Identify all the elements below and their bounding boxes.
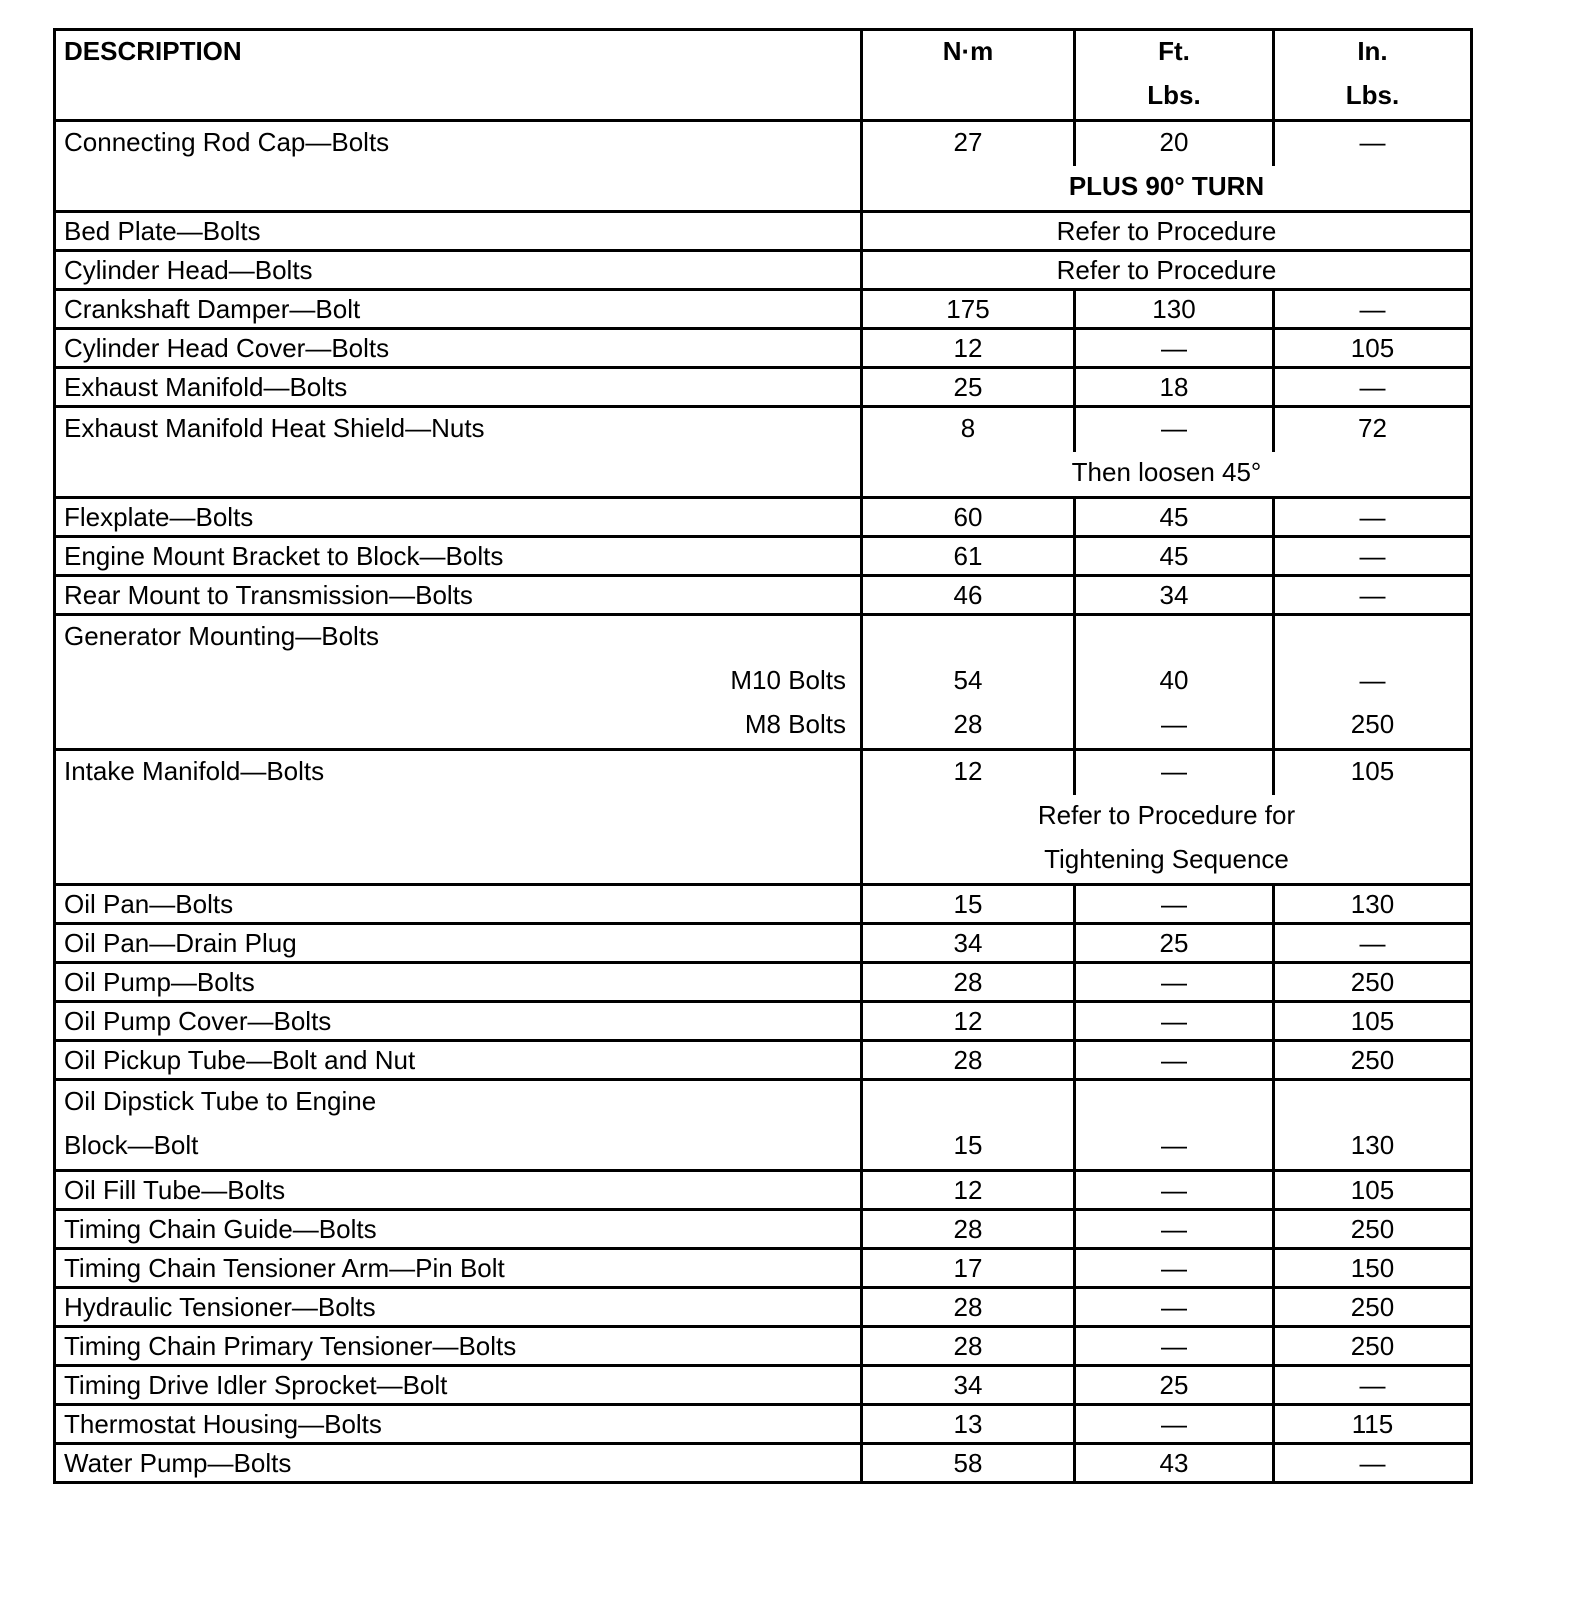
- row-description: Connecting Rod Cap—Bolts: [55, 121, 862, 212]
- row-description: Water Pump—Bolts: [55, 1444, 862, 1483]
- table-row: [55, 885, 1472, 924]
- row-in-lbs: 105: [1274, 1171, 1472, 1210]
- table-row: [55, 1210, 1472, 1249]
- row-in-lbs: —: [1274, 121, 1472, 167]
- row-ft-lbs: 130: [1075, 290, 1274, 329]
- table-row: [55, 1080, 1472, 1171]
- row-ft-lbs: —: [1075, 963, 1274, 1002]
- row-note: Then loosen 45°: [862, 452, 1472, 498]
- row-ft-lbs: 20: [1075, 121, 1274, 167]
- row-in-lbs: 250: [1274, 963, 1472, 1002]
- row-description: Flexplate—Bolts: [55, 498, 862, 537]
- row-nm: 28: [862, 1210, 1075, 1249]
- row-description: Oil Dipstick Tube to Engine Block—Bolt: [55, 1080, 862, 1171]
- row-nm: 58: [862, 1444, 1075, 1483]
- row-nm: 12: [862, 1171, 1075, 1210]
- row-in-lbs: 105: [1274, 1002, 1472, 1041]
- row-description: Hydraulic Tensioner—Bolts: [55, 1288, 862, 1327]
- table-row: [55, 212, 1472, 251]
- row-nm: 34: [862, 924, 1075, 963]
- row-nm: 12: [862, 329, 1075, 368]
- row-description: Intake Manifold—Bolts: [55, 750, 862, 885]
- row-ft-lbs: —: [1075, 1327, 1274, 1366]
- row-note: Refer to Procedure: [862, 212, 1472, 251]
- header-row: [55, 30, 1472, 121]
- row-in-lbs: —: [1274, 576, 1472, 615]
- row-ft-lbs: —: [1075, 1210, 1274, 1249]
- row-in-lbs: 130: [1274, 885, 1472, 924]
- row-nm: 28: [862, 1327, 1075, 1366]
- table-row: [55, 963, 1472, 1002]
- row-nm: 46: [862, 576, 1075, 615]
- row-in-lbs: —: [1274, 924, 1472, 963]
- row-ft-lbs: —: [1075, 407, 1274, 453]
- table-row: [55, 498, 1472, 537]
- row-in-lbs: —: [1274, 368, 1472, 407]
- row-ft-lbs: —: [1075, 1002, 1274, 1041]
- row-description: Oil Pickup Tube—Bolt and Nut: [55, 1041, 862, 1080]
- row-in-lbs: 250: [1274, 1041, 1472, 1080]
- row-description: Crankshaft Damper—Bolt: [55, 290, 862, 329]
- row-nm: 61: [862, 537, 1075, 576]
- row-nm: 17: [862, 1249, 1075, 1288]
- row-ft-lbs: —: [1075, 1249, 1274, 1288]
- row-description: Thermostat Housing—Bolts: [55, 1405, 862, 1444]
- row-ft-lbs: —: [1075, 1041, 1274, 1080]
- row-nm: 12: [862, 1002, 1075, 1041]
- torque-spec-table: [53, 28, 1473, 1484]
- row-description: Generator Mounting—Bolts M10 Bolts M8 Bolts: [55, 615, 862, 750]
- table-row: [55, 615, 1472, 750]
- row-description: Oil Pan—Bolts: [55, 885, 862, 924]
- table-row: [55, 1041, 1472, 1080]
- row-ft-lbs: 43: [1075, 1444, 1274, 1483]
- row-nm: 13: [862, 1405, 1075, 1444]
- header-in-lbs: In. Lbs.: [1274, 30, 1472, 121]
- row-description: Timing Chain Primary Tensioner—Bolts: [55, 1327, 862, 1366]
- row-ft-lbs: —: [1075, 1288, 1274, 1327]
- row-ft-lbs: 18: [1075, 368, 1274, 407]
- table-row: [55, 1405, 1472, 1444]
- table-row: [55, 329, 1472, 368]
- row-ft-lbs: 40 —: [1075, 615, 1274, 750]
- row-description: Oil Pump—Bolts: [55, 963, 862, 1002]
- table-row: [55, 121, 1472, 167]
- row-description: Engine Mount Bracket to Block—Bolts: [55, 537, 862, 576]
- row-ft-lbs: —: [1075, 329, 1274, 368]
- row-nm: 34: [862, 1366, 1075, 1405]
- row-nm: 15: [862, 885, 1075, 924]
- row-in-lbs: —: [1274, 290, 1472, 329]
- row-in-lbs: 72: [1274, 407, 1472, 453]
- row-ft-lbs: 45: [1075, 537, 1274, 576]
- row-description: Exhaust Manifold—Bolts: [55, 368, 862, 407]
- row-in-lbs: 130: [1274, 1080, 1472, 1171]
- table-row: [55, 407, 1472, 453]
- row-note: Refer to Procedure for Tightening Sequence: [862, 795, 1472, 885]
- row-note: PLUS 90° TURN: [862, 166, 1472, 212]
- row-nm: 12: [862, 750, 1075, 796]
- row-in-lbs: —: [1274, 498, 1472, 537]
- row-ft-lbs: —: [1075, 1080, 1274, 1171]
- row-ft-lbs: —: [1075, 1405, 1274, 1444]
- row-description: Bed Plate—Bolts: [55, 212, 862, 251]
- row-in-lbs: — 250: [1274, 615, 1472, 750]
- row-ft-lbs: 25: [1075, 1366, 1274, 1405]
- row-nm: 8: [862, 407, 1075, 453]
- row-nm: 54 28: [862, 615, 1075, 750]
- header-nm: N·m: [862, 30, 1075, 121]
- row-in-lbs: 105: [1274, 750, 1472, 796]
- row-nm: 28: [862, 963, 1075, 1002]
- row-in-lbs: 105: [1274, 329, 1472, 368]
- row-ft-lbs: —: [1075, 885, 1274, 924]
- table-row: [55, 251, 1472, 290]
- row-in-lbs: —: [1274, 1366, 1472, 1405]
- row-description: Timing Chain Guide—Bolts: [55, 1210, 862, 1249]
- table-row: [55, 1249, 1472, 1288]
- row-description: Oil Pan—Drain Plug: [55, 924, 862, 963]
- row-ft-lbs: —: [1075, 750, 1274, 796]
- row-nm: 28: [862, 1288, 1075, 1327]
- table-row: [55, 1366, 1472, 1405]
- row-note: Refer to Procedure: [862, 251, 1472, 290]
- row-in-lbs: 115: [1274, 1405, 1472, 1444]
- row-nm: 15: [862, 1080, 1075, 1171]
- table-row: [55, 1171, 1472, 1210]
- row-nm: 27: [862, 121, 1075, 167]
- row-nm: 28: [862, 1041, 1075, 1080]
- row-in-lbs: 250: [1274, 1288, 1472, 1327]
- row-description: Cylinder Head—Bolts: [55, 251, 862, 290]
- row-nm: 60: [862, 498, 1075, 537]
- row-description: Timing Chain Tensioner Arm—Pin Bolt: [55, 1249, 862, 1288]
- table-row: [55, 750, 1472, 796]
- table-row: [55, 924, 1472, 963]
- row-ft-lbs: 25: [1075, 924, 1274, 963]
- table-row: [55, 1327, 1472, 1366]
- row-in-lbs: 250: [1274, 1327, 1472, 1366]
- table-row: [55, 576, 1472, 615]
- row-in-lbs: —: [1274, 537, 1472, 576]
- table-row: [55, 290, 1472, 329]
- table-row: [55, 1002, 1472, 1041]
- row-description: Oil Pump Cover—Bolts: [55, 1002, 862, 1041]
- table-row: [55, 537, 1472, 576]
- table-row: [55, 368, 1472, 407]
- header-description: DESCRIPTION: [55, 30, 862, 121]
- row-description: Exhaust Manifold Heat Shield—Nuts: [55, 407, 862, 498]
- header-ft-lbs: Ft. Lbs.: [1075, 30, 1274, 121]
- row-in-lbs: 250: [1274, 1210, 1472, 1249]
- row-in-lbs: 150: [1274, 1249, 1472, 1288]
- row-ft-lbs: —: [1075, 1171, 1274, 1210]
- row-description: Oil Fill Tube—Bolts: [55, 1171, 862, 1210]
- row-description: Rear Mount to Transmission—Bolts: [55, 576, 862, 615]
- table-row: [55, 1444, 1472, 1483]
- row-description: Timing Drive Idler Sprocket—Bolt: [55, 1366, 862, 1405]
- row-nm: 25: [862, 368, 1075, 407]
- row-ft-lbs: 45: [1075, 498, 1274, 537]
- row-ft-lbs: 34: [1075, 576, 1274, 615]
- row-description: Cylinder Head Cover—Bolts: [55, 329, 862, 368]
- row-nm: 175: [862, 290, 1075, 329]
- table-row: [55, 1288, 1472, 1327]
- row-in-lbs: —: [1274, 1444, 1472, 1483]
